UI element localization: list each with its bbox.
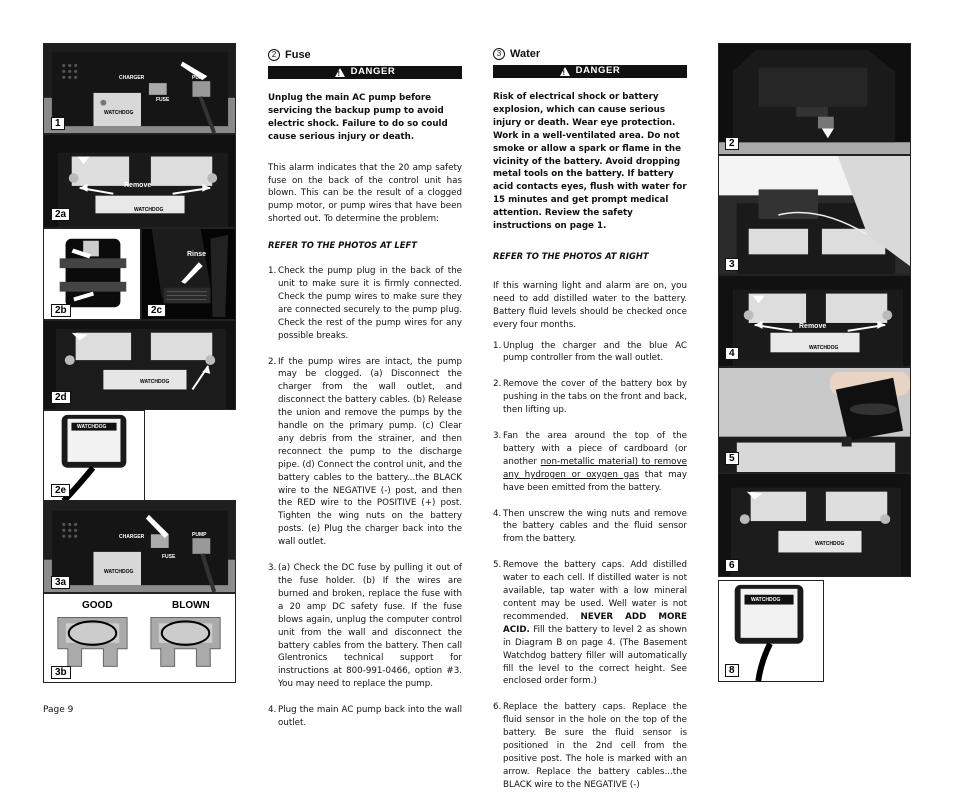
fuse-text: FUSE bbox=[162, 554, 176, 560]
warning-icon bbox=[560, 67, 570, 76]
photo-label: 2a bbox=[51, 208, 70, 221]
photo-5-adding-water bbox=[718, 367, 911, 473]
photo-2b-union bbox=[43, 228, 141, 320]
remove-text: Remove bbox=[799, 323, 827, 330]
water-step bbox=[493, 430, 687, 495]
photo-2e-charger bbox=[43, 410, 145, 502]
step-number: 3. bbox=[493, 431, 502, 442]
photo-4-remove-cables bbox=[718, 275, 911, 367]
step-text: Then unscrew the wing nuts and remove the battery cables and the fluid sensor from the battery. bbox=[503, 508, 687, 545]
battery-reconnect-image bbox=[44, 321, 235, 409]
step-text-post: Fill the battery to level 2 as shown in Diagram B on page 4. (The Basement Watchdog battery filler will automatically fill the level to the correct height. See enclosed order form.) bbox=[503, 624, 687, 687]
fuse-step bbox=[268, 356, 462, 550]
photo-3-fanning bbox=[718, 155, 911, 275]
fuse-title: Fuse bbox=[285, 49, 311, 61]
pump-text: PUMP bbox=[192, 532, 207, 538]
good-label: GOOD bbox=[82, 600, 113, 611]
battery-reconnect-right-image bbox=[719, 474, 910, 576]
photo-label: 3b bbox=[51, 666, 71, 679]
brand-text: WATCHDOG bbox=[134, 207, 164, 213]
water-refer: REFER TO THE PHOTOS AT RIGHT bbox=[493, 250, 649, 261]
control-unit-back-image bbox=[44, 44, 235, 133]
danger-label: DANGER bbox=[575, 65, 621, 77]
rinse-text: Rinse bbox=[187, 251, 207, 258]
brand-text: WATCHDOG bbox=[104, 569, 134, 575]
water-title-row bbox=[493, 47, 687, 61]
photo-8-charger bbox=[718, 580, 824, 682]
brand-text: WATCHDOG bbox=[809, 345, 839, 351]
photo-2c-rinse bbox=[141, 228, 236, 320]
photo-label: 3a bbox=[51, 576, 70, 589]
water-step bbox=[493, 508, 687, 547]
fuse-intro: This alarm indicates that the 20 amp safety fuse on the back of the control unit has blown. This can be the result of a clogged pump motor, or pump wires that have been shorted out. To determine the problem: bbox=[268, 162, 462, 225]
photo-label: 5 bbox=[725, 452, 739, 465]
step-text: Remove the cover of the battery box by pushing in the tabs on the front and back, then lifting up. bbox=[503, 379, 687, 416]
photo-label: 1 bbox=[51, 117, 65, 130]
step-text: (a) Check the DC fuse by pulling it out of the fuse holder. (b) If the wires are burned and broken, replace the fuse with a 20 amp DC safety fuse. If the fuse blows again, unplug the computer control unit from the wall and disconnect the battery cables from the battery. Then call Glentronics technical support for instructions at 800-991-0466, option #3. You may need to replace the pump. bbox=[278, 563, 462, 690]
step-text: Unplug the charger and the blue AC pump controller from the wall outlet. bbox=[503, 340, 687, 364]
fuse-step bbox=[268, 704, 462, 730]
photo-3a-control-unit-fuse bbox=[43, 500, 236, 593]
battery-top-image bbox=[44, 135, 235, 227]
photo-label: 6 bbox=[725, 559, 739, 572]
step-number: 5. bbox=[493, 560, 502, 571]
danger-label: DANGER bbox=[350, 66, 396, 78]
step-text-pre: Remove the battery caps. Add distilled water to each cell. If distilled water is not available, tap water with a low mineral content may be used. Well water is not recommended. bbox=[503, 560, 687, 622]
step-number: 6. bbox=[493, 702, 502, 713]
page-number: Page 9 bbox=[43, 705, 74, 715]
step-text-pre: Fan the area around the top of the battery with a piece of cardboard (or another bbox=[503, 431, 687, 467]
remove-text: Remove bbox=[124, 182, 152, 189]
photo-label: 2d bbox=[51, 391, 71, 404]
water-step bbox=[493, 378, 687, 417]
water-danger-bar bbox=[493, 65, 687, 78]
step-text: Check the pump plug in the back of the unit to make sure it is firmly connected. Check the pump wires to make sure they are connected securely to the pump plug. Check the rest of the pump wires for any possible breaks. bbox=[278, 266, 462, 341]
fuse-step bbox=[268, 265, 462, 342]
adding-water-image bbox=[719, 368, 910, 472]
step-text: Replace the battery caps. Replace the fluid sensor in the hole on the top of the battery. Be sure the fluid sensor is positioned in the 2nd cell from the positive post. The hole is marked with an arrow. Replace the battery cables...the BLACK wire to the NEGATIVE (-) bbox=[503, 702, 687, 790]
fuse-warning: Unplug the main AC pump before servicing the backup pump to avoid electric shock. Failure to do so could cause serious injury or death. bbox=[268, 93, 448, 142]
step-number: 4. bbox=[493, 508, 502, 519]
fuse-text: FUSE bbox=[156, 97, 170, 103]
brand-text: WATCHDOG bbox=[77, 424, 107, 430]
fanning-cardboard-image bbox=[719, 156, 910, 274]
photo-label: 2b bbox=[51, 304, 71, 317]
fuse-refer: REFER TO THE PHOTOS AT LEFT bbox=[268, 240, 417, 251]
blown-label: BLOWN bbox=[172, 600, 210, 611]
step-number: 1. bbox=[268, 266, 277, 277]
brand-text: WATCHDOG bbox=[751, 597, 781, 603]
photo-label: 8 bbox=[725, 664, 739, 677]
fuse-title-row bbox=[268, 48, 462, 62]
photo-label: 2c bbox=[147, 304, 166, 317]
water-section bbox=[493, 47, 687, 805]
water-section-number: 3 bbox=[493, 48, 505, 60]
water-title: Water bbox=[510, 48, 541, 60]
pump-text: PUMP bbox=[192, 75, 207, 81]
battery-box-cover-image bbox=[719, 44, 910, 154]
fuse-steps bbox=[268, 265, 462, 730]
brand-text: WATCHDOG bbox=[815, 541, 845, 547]
photo-1-control-unit-back bbox=[43, 43, 236, 134]
water-warning: Risk of electrical shock or battery explosion, which can cause serious injury or death. Wear eye protection. Work in a well-ventilated area. Do not smoke or allow a spark or flame in the vicinity of the battery. Avoid dropping metal tools on the battery. If battery acid contacts eyes, flush with water for 15 minutes and get prompt medical attention. Review the safety instructions on page 1. bbox=[493, 92, 687, 232]
fuse-danger-bar bbox=[268, 66, 462, 79]
fuse-section-number: 2 bbox=[268, 49, 280, 61]
step-text-post: that may have been emitted from the battery. bbox=[503, 469, 687, 493]
step-number: 2. bbox=[493, 379, 502, 390]
water-steps bbox=[493, 340, 687, 792]
step-number: 4. bbox=[268, 705, 277, 716]
photo-3b-fuses bbox=[43, 593, 236, 683]
photo-2a-battery bbox=[43, 134, 236, 228]
photo-label: 2 bbox=[725, 137, 739, 150]
control-unit-fuse-image bbox=[44, 501, 235, 592]
photo-6-battery-reconnect bbox=[718, 473, 911, 577]
charger-text: CHARGER bbox=[119, 75, 145, 81]
step-number: 2. bbox=[268, 356, 277, 367]
step-text: If the pump wires are intact, the pump may be clogged. (a) Disconnect the charger from the wall outlet, and disconnect the battery cables. (b) Release the union and remove the pumps by the handle on the primary pump. (c) Clear any debris from the strainer, and then reconnect the pump to the discharge pipe. (d) Connect the control unit, and the battery cables to the battery...the BLACK wire to the NEGATIVE (-) post, and then the RED wire to the POSITIVE (+) post. Tighten the wing nuts on the battery posts. (e) Plug the charger back into the wall outlet. bbox=[278, 356, 462, 548]
brand-text: WATCHDOG bbox=[140, 379, 170, 385]
step-number: 1. bbox=[493, 340, 502, 351]
step-text: Plug the main AC pump back into the wall outlet. bbox=[278, 705, 462, 729]
step-number: 3. bbox=[268, 563, 277, 574]
photo-2d-battery-reconnect bbox=[43, 320, 236, 410]
photo-2-box-cover bbox=[718, 43, 911, 155]
fuse-step bbox=[268, 562, 462, 691]
photo-label: 4 bbox=[725, 347, 739, 360]
remove-cables-image bbox=[719, 276, 910, 366]
photo-label: 2e bbox=[51, 484, 70, 497]
brand-text: WATCHDOG bbox=[104, 110, 134, 116]
step-text-underlined: non-metallic material) to remove any hydrogen or oxygen gas bbox=[503, 456, 687, 480]
water-step bbox=[493, 701, 687, 791]
water-intro: If this warning light and alarm are on, you need to add distilled water to the battery. Battery fluid levels should be checked once every four months. bbox=[493, 280, 687, 330]
water-step bbox=[493, 340, 687, 366]
warning-icon bbox=[335, 68, 345, 77]
charger-text: CHARGER bbox=[119, 534, 145, 540]
fuse-section bbox=[268, 48, 462, 743]
step-text-bold: NEVER ADD MORE ACID. bbox=[503, 611, 687, 635]
water-step bbox=[493, 559, 687, 688]
photo-label: 3 bbox=[725, 258, 739, 271]
